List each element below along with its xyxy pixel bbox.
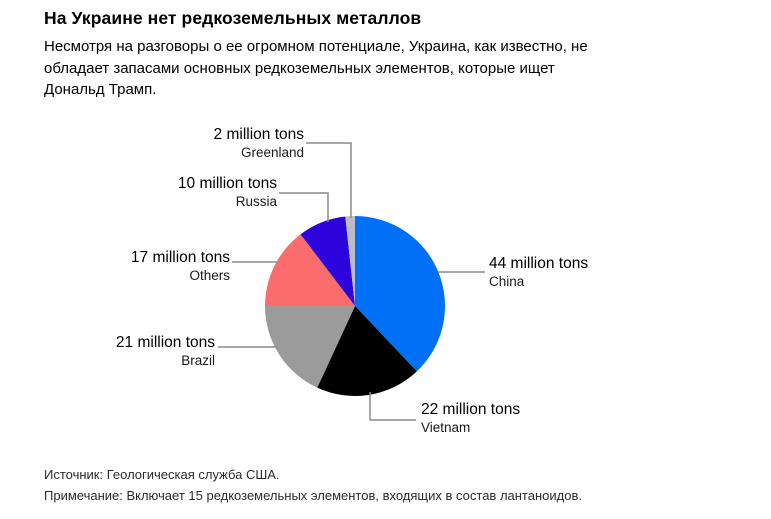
source-note: Источник: Геологическая служба США. [44,467,280,482]
callout-greenland-value: 2 million tons [213,126,304,143]
pie-slices [265,216,445,396]
subtitle-line-3: Дональд Трамп. [44,81,157,98]
callout-brazil-country: Brazil [181,353,215,368]
subtitle-line-1: Несмотря на разговоры о ее огромном потенциале, Украина, как известно, не [44,38,588,55]
leader-vietnam [370,392,416,420]
callout-others-value: 17 million tons [130,249,230,266]
callout-russia [178,174,277,210]
callout-vietnam-country: Vietnam [421,420,471,435]
callout-china [489,254,588,290]
callout-brazil-value: 21 million tons [115,334,215,351]
callout-brazil [116,333,215,369]
callout-russia-value: 10 million tons [177,175,277,192]
callout-others-country: Others [189,268,230,283]
subtitle-line-2: обладает запасами основных редкоземельных элементов, которые ищет [44,59,555,77]
methodology-note: Примечание: Включает 15 редкоземельных элементов, входящих в состав лантаноидов. [44,488,582,503]
callout-others [131,248,230,284]
page-title: На Украине нет редкоземельных металлов [44,8,422,28]
chart-footer [44,464,582,506]
callout-greenland-country: Greenland [240,145,304,160]
callout-greenland [214,125,304,161]
leader-russia [279,193,328,222]
callout-china-value: 44 million tons [489,255,589,272]
callout-china-country: China [489,274,525,289]
callout-vietnam [421,400,520,436]
callout-russia-country: Russia [235,194,277,209]
callout-vietnam-value: 22 million tons [421,401,521,418]
